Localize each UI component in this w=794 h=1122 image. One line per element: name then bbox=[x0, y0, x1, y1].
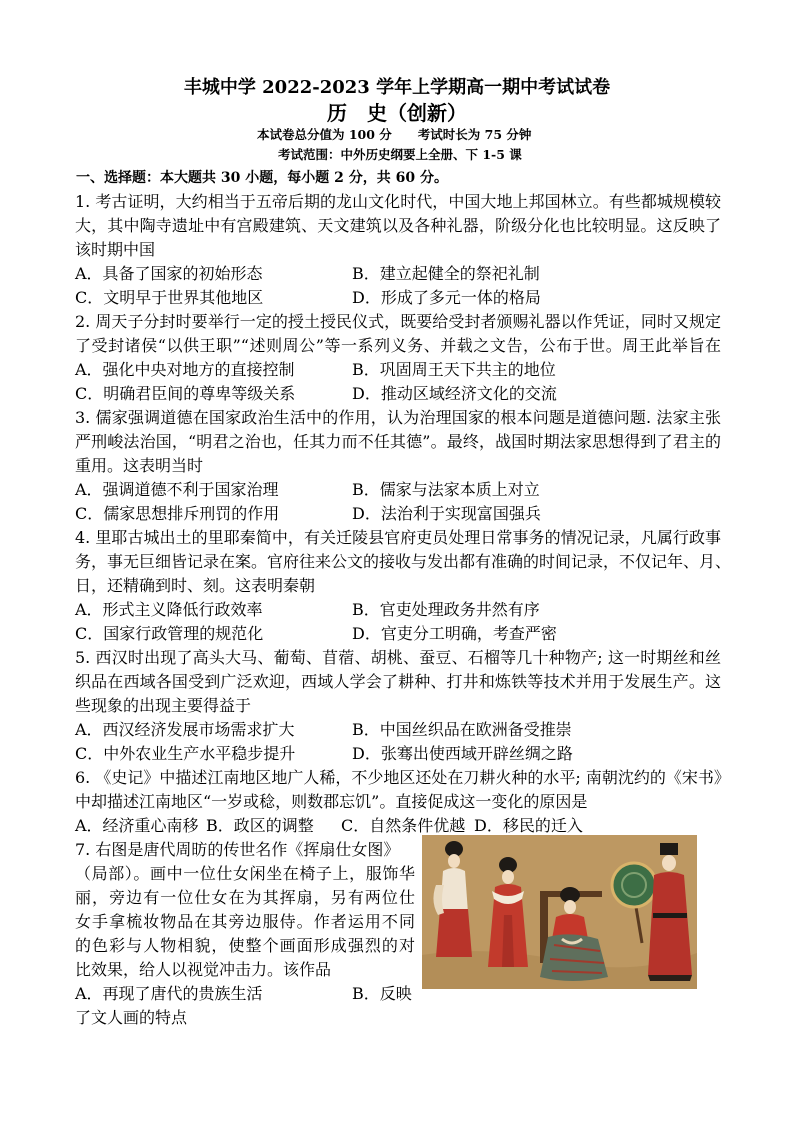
option-d: D．法治利于实现富国强兵 bbox=[352, 504, 541, 523]
question-text-line: 大，其中陶寺遗址中有宫殿建筑、天文建筑以及各种礼器，阶级分化也比较明显。这反映了 bbox=[75, 216, 721, 235]
options-row bbox=[75, 502, 721, 526]
question-3 bbox=[75, 406, 721, 526]
question-text-line: 织品在西域各国受到广泛欢迎，西域人学会了耕种、打井和炼铁等技术并用于发展生产。这 bbox=[75, 672, 721, 691]
options-row bbox=[75, 358, 721, 382]
option-d: D．张骞出使西域开辟丝绸之路 bbox=[352, 744, 573, 763]
option-c: C．中外农业生产水平稳步提升 bbox=[75, 744, 296, 763]
option-a: A．经济重心南移 bbox=[75, 816, 199, 835]
options-row bbox=[75, 598, 721, 622]
question-text-line: 些现象的出现主要得益于 bbox=[75, 696, 252, 715]
question-6 bbox=[75, 766, 730, 838]
question-4 bbox=[75, 526, 732, 646]
option-a: A．强化中央对地方的直接控制 bbox=[75, 360, 295, 379]
question-text-line: 丽，旁边有一位仕女在为其挥扇，另有两位仕 bbox=[75, 888, 415, 907]
question-1 bbox=[75, 190, 721, 310]
subject-title: 历 史（创新） bbox=[327, 101, 467, 125]
option-b: B．反映 bbox=[352, 984, 412, 1003]
question-text-line: 该时期中国 bbox=[75, 240, 156, 259]
question-text-line: 6. 《史记》中描述江南地区地广人稀，不少地区还处在刀耕火种的水平; 南朝沈约的《宋书》 bbox=[75, 768, 730, 787]
options-row bbox=[75, 382, 721, 406]
question-text-line: 了受封诸侯“以供王职”“述则周公”等一系列义务、并载之文告，公布于世。周王此举旨在 bbox=[75, 336, 721, 355]
question-text-line: 2. 周天子分封时要举行一定的授土授民仪式，既要给受封者颁赐礼器以作凭证，同时又规定 bbox=[75, 312, 721, 331]
question-text-line: 3. 儒家强调道德在国家政治生活中的作用，认为治理国家的根本问题是道德问题. 法家主张 bbox=[75, 408, 721, 427]
option-a: A．强调道德不利于国家治理 bbox=[75, 480, 279, 499]
option-a: A．再现了唐代的贵族生活 bbox=[75, 984, 263, 1003]
option-c: C．国家行政管理的规范化 bbox=[75, 624, 264, 643]
question-text-line: 7. 右图是唐代周昉的传世名作《挥扇仕女图》 bbox=[75, 840, 400, 859]
exam-title: 丰城中学 2022-2023 学年上学期高一期中考试试卷 bbox=[183, 77, 611, 98]
painting-svg bbox=[422, 835, 697, 989]
option-c: C．儒家思想排斥刑罚的作用 bbox=[75, 504, 280, 523]
options-row bbox=[75, 718, 721, 742]
option-d: D．移民的迁入 bbox=[474, 816, 583, 835]
option-c: C．自然条件优越 bbox=[341, 816, 466, 835]
total-score: 本试卷总分值为 100 分 bbox=[257, 127, 392, 142]
option-d: D．官吏分工明确，考查严密 bbox=[352, 624, 557, 643]
option-a: A．西汉经济发展市场需求扩大 bbox=[75, 720, 295, 739]
painting-image bbox=[422, 835, 697, 989]
questions-area bbox=[75, 190, 732, 1030]
options-row bbox=[75, 622, 721, 646]
option-b: B．中国丝织品在欧洲备受推崇 bbox=[352, 720, 572, 739]
question-text-line: 1. 考古证明，大约相当于五帝后期的龙山文化时代，中国大地上邦国林立。有些都城规模较 bbox=[75, 192, 721, 211]
option-c: C．明确君臣间的尊卑等级关系 bbox=[75, 384, 296, 403]
option-b: B．建立起健全的祭祀礼制 bbox=[352, 264, 540, 283]
option-c: C．文明早于世界其他地区 bbox=[75, 288, 264, 307]
question-text-line: 务，事无巨细皆记录在案。官府往来公文的接收与发出都有准确的时间记录，不仅记年、月、 bbox=[75, 552, 732, 571]
exam-info bbox=[257, 127, 531, 143]
exam-scope: 考试范围：中外历史纲要上全册、下 1-5 课 bbox=[278, 147, 522, 162]
question-text-line: 5. 西汉时出现了高头大马、葡萄、苜蓿、胡桃、蚕豆、石榴等几十种物产; 这一时期丝和丝 bbox=[75, 648, 721, 667]
option-b: B．巩固周王天下共主的地位 bbox=[352, 360, 556, 379]
options-row bbox=[75, 742, 721, 766]
question-7 bbox=[75, 838, 721, 1030]
section-heading: 一、选择题：本大题共 30 小题，每小题 2 分，共 60 分。 bbox=[76, 170, 448, 186]
question-text-line: 日，还精确到时、刻。这表明秦朝 bbox=[75, 576, 316, 595]
question-text-line: 女手拿梳妆物品在其旁边服侍。作者运用不同 bbox=[75, 912, 415, 931]
question-text-line: （局部）。画中一位仕女闲坐在椅子上，服饰华 bbox=[75, 864, 415, 883]
question-2 bbox=[75, 310, 721, 406]
question-text-line: 4. 里耶古城出土的里耶秦简中，有关迁陵县官府吏员处理日常事务的情况记录，凡属行政事 bbox=[75, 528, 721, 547]
options-row bbox=[75, 262, 721, 286]
options-row bbox=[75, 478, 721, 502]
option-a: A．形式主义降低行政效率 bbox=[75, 600, 263, 619]
option-b: B．政区的调整 bbox=[206, 816, 314, 835]
exam-duration: 考试时长为 75 分钟 bbox=[417, 127, 532, 142]
question-text-line: 比效果，给人以视觉冲击力。该作品 bbox=[75, 960, 332, 979]
question-text-line: 的色彩与人物相貌，使整个画面形成强烈的对 bbox=[75, 936, 415, 955]
options-row bbox=[75, 286, 721, 310]
option-b: B．官吏处理政务井然有序 bbox=[352, 600, 540, 619]
option-a: A．具备了国家的初始形态 bbox=[75, 264, 263, 283]
option-d: D．形成了多元一体的格局 bbox=[352, 288, 541, 307]
question-text-line: 重用。这表明当时 bbox=[75, 456, 204, 475]
option-d: D．推动区域经济文化的交流 bbox=[352, 384, 557, 403]
question-text-line: 中却描述江南地区“一岁或稔，则数郡忘饥”。直接促成这一变化的原因是 bbox=[75, 792, 588, 811]
option-b-continuation: 了文人画的特点 bbox=[75, 1008, 188, 1027]
option-b: B．儒家与法家本质上对立 bbox=[352, 480, 540, 499]
question-5 bbox=[75, 646, 721, 766]
question-text-line: 严刑峻法治国，“明君之治也，任其力而不任其德”。最终，战国时期法家思想得到了君主的 bbox=[75, 432, 721, 451]
